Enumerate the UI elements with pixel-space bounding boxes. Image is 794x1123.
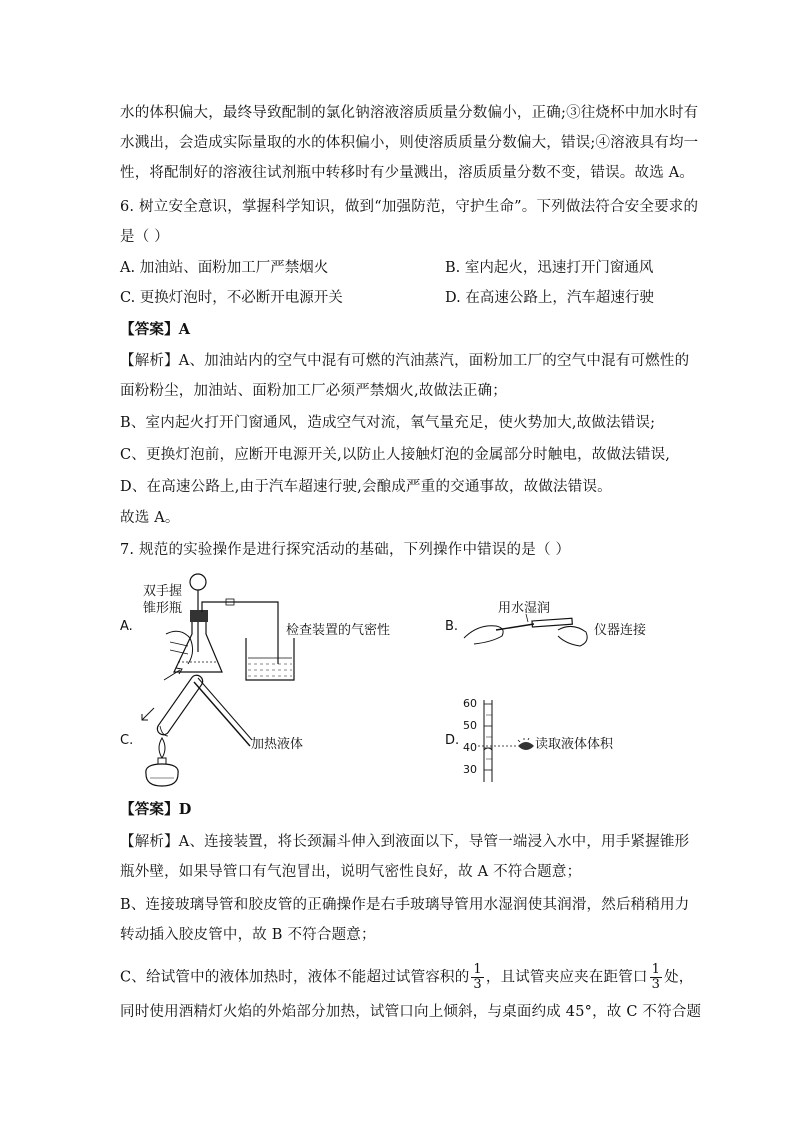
q7-analysis-line-4: 转动插入胶皮管中，故 B 不符合题意； xyxy=(120,927,376,943)
q7-analysis-line-6: 同时使用酒精灯火焰的外焰部分加热，试管口向上倾斜，与桌面约成 45°，故 C 不符合题 xyxy=(120,1004,702,1020)
fig-b-note: 用水湿润 xyxy=(498,601,551,616)
q6-option-a: A. 加油站、面粉加工厂严禁烟火 xyxy=(120,260,329,276)
fig-a-letter: A. xyxy=(120,619,133,634)
fig-d-tick-30: 30 xyxy=(463,763,477,776)
q7-stem: 7. 规范的实验操作是进行探究活动的基础，下列操作中错误的是（ ） xyxy=(120,542,571,558)
fraction-numerator: 1 xyxy=(473,962,482,977)
q7-answer: 【答案】D xyxy=(120,801,192,818)
intro-line-3: 性，将配制好的溶液往试剂瓶中转移时有少量溅出，溶质质量分数不变，错误。故选 A。 xyxy=(120,165,695,181)
q6-analysis-line-3: B、室内起火打开门窗通风，造成空气对流，氧气量充足，使火势加大,故做法错误; xyxy=(120,415,656,431)
q7-analysis-line-3: B、连接玻璃导管和胶皮管的正确操作是右手玻璃导管用水湿润使其润滑，然后稍稍用力 xyxy=(120,897,690,913)
intro-line-1: 水的体积偏大，最终导致配制的氯化钠溶液溶质质量分数偏小，正确;③往烧杯中加水时有 xyxy=(120,105,699,121)
q7-analysis-line-5-part-3: 处， xyxy=(664,969,694,986)
q7-analysis-line-5-part-1: C、给试管中的液体加热时，液体不能超过试管容积的 xyxy=(120,969,470,986)
fig-b-caption: 仪器连接 xyxy=(594,623,647,638)
fig-d-tick-50: 50 xyxy=(463,719,477,732)
q6-option-c: C. 更换灯泡时，不必断开电源开关 xyxy=(120,290,343,306)
fig-c-letter: C. xyxy=(120,733,134,748)
fraction-numerator: 1 xyxy=(651,962,661,977)
q6-answer: 【答案】A xyxy=(120,321,191,338)
fraction-one-third-1 xyxy=(471,963,483,992)
eye-icon xyxy=(516,738,536,754)
fig-c-caption: 加热液体 xyxy=(251,737,304,752)
fraction-denominator: 3 xyxy=(473,977,482,992)
q6-stem-line-1: 6. 树立安全意识，掌握科学知识，做到“加强防范，守护生命”。下列做法符合安全要求的 xyxy=(120,199,699,215)
fraction-one-third-2 xyxy=(650,963,662,992)
fig-d-caption: 读取液体体积 xyxy=(535,737,614,752)
fig-a-hand-note-1: 双手握 xyxy=(143,584,183,599)
q6-option-b: B. 室内起火，迅速打开门窗通风 xyxy=(445,260,654,276)
q7-analysis-line-2: 瓶外壁，如果导管口有气泡冒出，说明气密性良好，故 A 不符合题意； xyxy=(120,864,582,880)
q6-analysis-line-1: 【解析】A、加油站内的空气中混有可燃的汽油蒸汽，面粉加工厂的空气中混有可燃性的 xyxy=(120,353,690,369)
q7-analysis-line-5-part-2: ，且试管夹应夹在距管口 xyxy=(485,969,648,986)
fraction-denominator: 3 xyxy=(651,977,661,992)
intro-line-2: 水溅出，会造成实际量取的水的体积偏小，则使溶质质量分数偏大，错误;④溶液具有均一 xyxy=(120,135,699,151)
q6-analysis-line-4: C、更换灯泡前，应断开电源开关,以防止人接触灯泡的金属部分时触电，故做法错误, xyxy=(120,447,671,463)
q6-analysis-line-2: 面粉粉尘，加油站、面粉加工厂必须严禁烟火,故做法正确； xyxy=(120,383,508,399)
fig-a-hand-note-2: 锥形瓶 xyxy=(143,601,183,616)
fig-a-caption: 检查装置的气密性 xyxy=(286,623,391,638)
fig-c-heating-liquid xyxy=(138,662,258,792)
fig-b-letter: B. xyxy=(445,619,459,634)
q7-analysis-line-1: 【解析】A、连接装置，将长颈漏斗伸入到液面以下，导管一端浸入水中，用手紧握锥形 xyxy=(120,834,690,850)
q6-stem-line-2: 是（ ） xyxy=(120,229,169,245)
q7-analysis-line-5 xyxy=(120,963,693,992)
fig-d-letter: D. xyxy=(445,733,460,748)
fig-d-tick-60: 60 xyxy=(463,697,477,710)
q6-analysis-line-6: 故选 A。 xyxy=(120,510,180,526)
q6-option-d: D. 在高速公路上，汽车超速行驶 xyxy=(445,290,654,306)
q6-analysis-line-5: D、在高速公路上,由于汽车超速行驶,会酿成严重的交通事故，故做法错误。 xyxy=(120,479,612,495)
fig-d-tick-40: 40 xyxy=(463,741,477,754)
fig-b-tube-connection xyxy=(462,612,592,652)
